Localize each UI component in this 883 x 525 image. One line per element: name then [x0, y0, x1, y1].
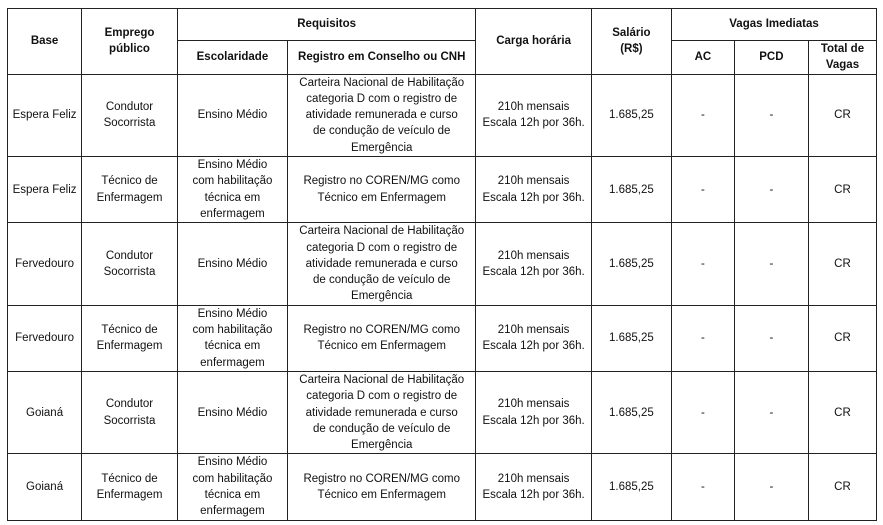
- cell-emprego: Condutor Socorrista: [82, 371, 178, 453]
- cell-ac: -: [672, 223, 735, 305]
- table-row: [8, 305, 877, 371]
- cell-ac: -: [672, 157, 735, 223]
- cell-registro: Registro no COREN/MG como Técnico em Enfermagem: [288, 454, 476, 520]
- cell-pcd: -: [734, 74, 808, 156]
- table-row: [8, 223, 877, 305]
- cell-carga: 210h mensais Escala 12h por 36h.: [476, 454, 591, 520]
- header-vagas: Vagas Imediatas: [672, 9, 877, 41]
- table-row: [8, 454, 877, 520]
- cell-emprego: Técnico de Enfermagem: [82, 157, 178, 223]
- table-header: [8, 9, 877, 75]
- cell-salario: 1.685,25: [591, 454, 671, 520]
- cell-escolaridade: Ensino Médio: [177, 371, 287, 453]
- cell-pcd: -: [734, 157, 808, 223]
- cell-escolaridade: Ensino Médio: [177, 74, 287, 156]
- cell-base: Fervedouro: [8, 223, 82, 305]
- cell-salario: 1.685,25: [591, 74, 671, 156]
- cell-salario: 1.685,25: [591, 305, 671, 371]
- cell-pcd: -: [734, 371, 808, 453]
- cell-registro: Carteira Nacional de Habilitação categoria D com o registro de atividade remunerada e curso de condução de veículo de Emergência: [288, 223, 476, 305]
- cell-pcd: -: [734, 454, 808, 520]
- cell-total: CR: [808, 74, 876, 156]
- cell-emprego: Técnico de Enfermagem: [82, 454, 178, 520]
- cell-ac: -: [672, 74, 735, 156]
- cell-carga: 210h mensais Escala 12h por 36h.: [476, 157, 591, 223]
- cell-total: CR: [808, 223, 876, 305]
- cell-salario: 1.685,25: [591, 223, 671, 305]
- header-requisitos: Requisitos: [177, 9, 476, 41]
- header-escolaridade: Escolaridade: [177, 41, 287, 75]
- table-row: [8, 74, 877, 156]
- header-ac: AC: [672, 41, 735, 75]
- cell-base: Espera Feliz: [8, 74, 82, 156]
- cell-total: CR: [808, 305, 876, 371]
- header-emprego: Emprego público: [82, 9, 178, 75]
- vacancies-table: [7, 8, 877, 521]
- cell-total: CR: [808, 157, 876, 223]
- cell-total: CR: [808, 371, 876, 453]
- cell-base: Goianá: [8, 454, 82, 520]
- cell-registro: Registro no COREN/MG como Técnico em Enfermagem: [288, 157, 476, 223]
- cell-escolaridade: Ensino Médio: [177, 223, 287, 305]
- cell-base: Espera Feliz: [8, 157, 82, 223]
- table-row: [8, 157, 877, 223]
- header-base: Base: [8, 9, 82, 75]
- cell-base: Goianá: [8, 371, 82, 453]
- header-pcd: PCD: [734, 41, 808, 75]
- header-salario: Salário (R$): [591, 9, 671, 75]
- cell-escolaridade: Ensino Médio com habilitação técnica em enfermagem: [177, 157, 287, 223]
- cell-salario: 1.685,25: [591, 371, 671, 453]
- cell-pcd: -: [734, 223, 808, 305]
- cell-salario: 1.685,25: [591, 157, 671, 223]
- cell-carga: 210h mensais Escala 12h por 36h.: [476, 223, 591, 305]
- cell-emprego: Condutor Socorrista: [82, 74, 178, 156]
- cell-escolaridade: Ensino Médio com habilitação técnica em enfermagem: [177, 454, 287, 520]
- cell-emprego: Técnico de Enfermagem: [82, 305, 178, 371]
- cell-carga: 210h mensais Escala 12h por 36h.: [476, 74, 591, 156]
- header-total: Total de Vagas: [808, 41, 876, 75]
- cell-carga: 210h mensais Escala 12h por 36h.: [476, 305, 591, 371]
- cell-ac: -: [672, 454, 735, 520]
- cell-pcd: -: [734, 305, 808, 371]
- cell-base: Fervedouro: [8, 305, 82, 371]
- cell-total: CR: [808, 454, 876, 520]
- cell-registro: Carteira Nacional de Habilitação categoria D com o registro de atividade remunerada e curso de condução de veículo de Emergência: [288, 371, 476, 453]
- table-row: [8, 371, 877, 453]
- cell-carga: 210h mensais Escala 12h por 36h.: [476, 371, 591, 453]
- cell-ac: -: [672, 305, 735, 371]
- header-carga: Carga horária: [476, 9, 591, 75]
- cell-ac: -: [672, 371, 735, 453]
- cell-escolaridade: Ensino Médio com habilitação técnica em enfermagem: [177, 305, 287, 371]
- table-body: [8, 74, 877, 520]
- cell-registro: Registro no COREN/MG como Técnico em Enfermagem: [288, 305, 476, 371]
- cell-registro: Carteira Nacional de Habilitação categoria D com o registro de atividade remunerada e curso de condução de veículo de Emergência: [288, 74, 476, 156]
- header-registro: Registro em Conselho ou CNH: [288, 41, 476, 75]
- cell-emprego: Condutor Socorrista: [82, 223, 178, 305]
